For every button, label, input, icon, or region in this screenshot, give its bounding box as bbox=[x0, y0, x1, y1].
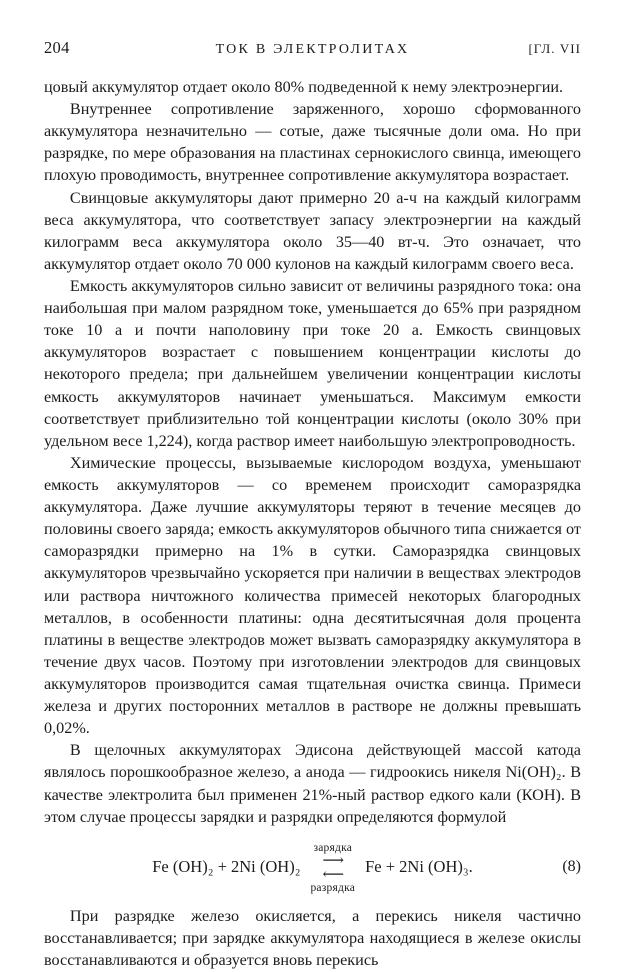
body-text-closing bbox=[44, 905, 581, 971]
paragraph-2: Внутреннее сопротивление заряженного, хорошо сформованного аккумулятора незначительно — сотые, даже тысячные доли ома. Но при разрядке, по мере образования на пластинах сернокислого свинца, имеющего плохую проводимость, внутреннее сопротивление аккумулятора возрастает. bbox=[44, 100, 581, 185]
equation-number: (8) bbox=[562, 858, 581, 876]
running-title: ТОК В ЭЛЕКТРОЛИТАХ bbox=[215, 42, 410, 57]
page-header bbox=[44, 38, 581, 58]
paragraph-4: Емкость аккумуляторов сильно зависит от величины разрядного тока: она наибольшая при малом разрядном токе, уменьшается до 65% при разрядном токе 10 а и почти наполовину при токе 20 а. Емкость свинцовых аккумуляторов возрастает с повышением концентрации кислоты до некоторого предела; при дальнейшем увеличении концентрации кислоты емкость аккумуляторов начинает уменьшаться. Максимум емкости соответствует приблизительно той концентрации кислоты (около 30% при удельном весе 1,224), когда раствор имеет наибольшую электропроводность. bbox=[44, 276, 581, 450]
arrow-glyph-reverse: ⟵ bbox=[322, 867, 344, 884]
arrow-label-charge: зарядка bbox=[313, 841, 353, 854]
page-number: 204 bbox=[44, 38, 70, 57]
reversible-reaction-arrows bbox=[310, 843, 355, 895]
chemical-equation bbox=[44, 842, 581, 894]
paragraph-5: Химические процессы, вызываемые кислородом воздуха, уменьшают емкость аккумуляторов — со временем происходит саморазрядка аккумулятора. Даже лучшие аккумуляторы теряют в течение месяцев до половины своего заряда; емкость аккумуляторов обычного типа снижается от саморазрядки примерно на 1% в сутки. Саморазрядка свинцовых аккумуляторов чрезвычайно ускоряется при наличии в веществах электродов или раствора ничтожного количества примесей некоторых благородных металлов, в особенности платины: одна десятитысячная доля процента платины в веществе электродов может вызвать саморазрядку аккумулятора в течение двух часов. Поэтому при изготовлении электродов для свинцовых аккумуляторов производится самая тщательная очистка свинца. Примеси железа и других посторонних металлов в растворе не должны превышать 0,02%. bbox=[44, 453, 581, 738]
paragraph-7: При разрядке железо окисляется, а перекись никеля частично восстанавливается; при зарядке аккумулятора находящиеся в железе окислы восстанавливаются и образуется вновь перекись bbox=[44, 907, 581, 970]
equation-right-side: Fe + 2Ni (OH)₃. bbox=[365, 857, 473, 877]
paragraph-3: Свинцовые аккумуляторы дают примерно 20 а-ч на каждый килограмм веса аккумулятора, что соответствует запасу электроэнергии на каждый килограмм веса аккумулятора около 35—40 вт-ч. Это означает, что аккумулятор отдает около 70 000 кулонов на каждый килограмм своего веса. bbox=[44, 188, 581, 273]
arrow-label-discharge: разрядка bbox=[310, 881, 356, 894]
paragraph-1: цовый аккумулятор отдает около 80% подведенной к нему электроэнергии. bbox=[44, 78, 564, 96]
arrow-glyph-forward: ⟶ bbox=[322, 853, 344, 870]
equation-left-side: Fe (OH)₂ + 2Ni (OH)₂ bbox=[152, 857, 301, 877]
paragraph-6: В щелочных аккумуляторах Эдисона действующей массой катода являлось порошкообразное железо, а анода — гидроокись никеля Ni(OH)₂. В качестве электролита был применен 21%-ный раствор едкого кали (КОН). В этом случае процессы зарядки и разрядки определяются формулой bbox=[44, 741, 581, 826]
chapter-reference: [ГЛ. VII bbox=[528, 41, 581, 56]
body-text bbox=[44, 76, 581, 828]
